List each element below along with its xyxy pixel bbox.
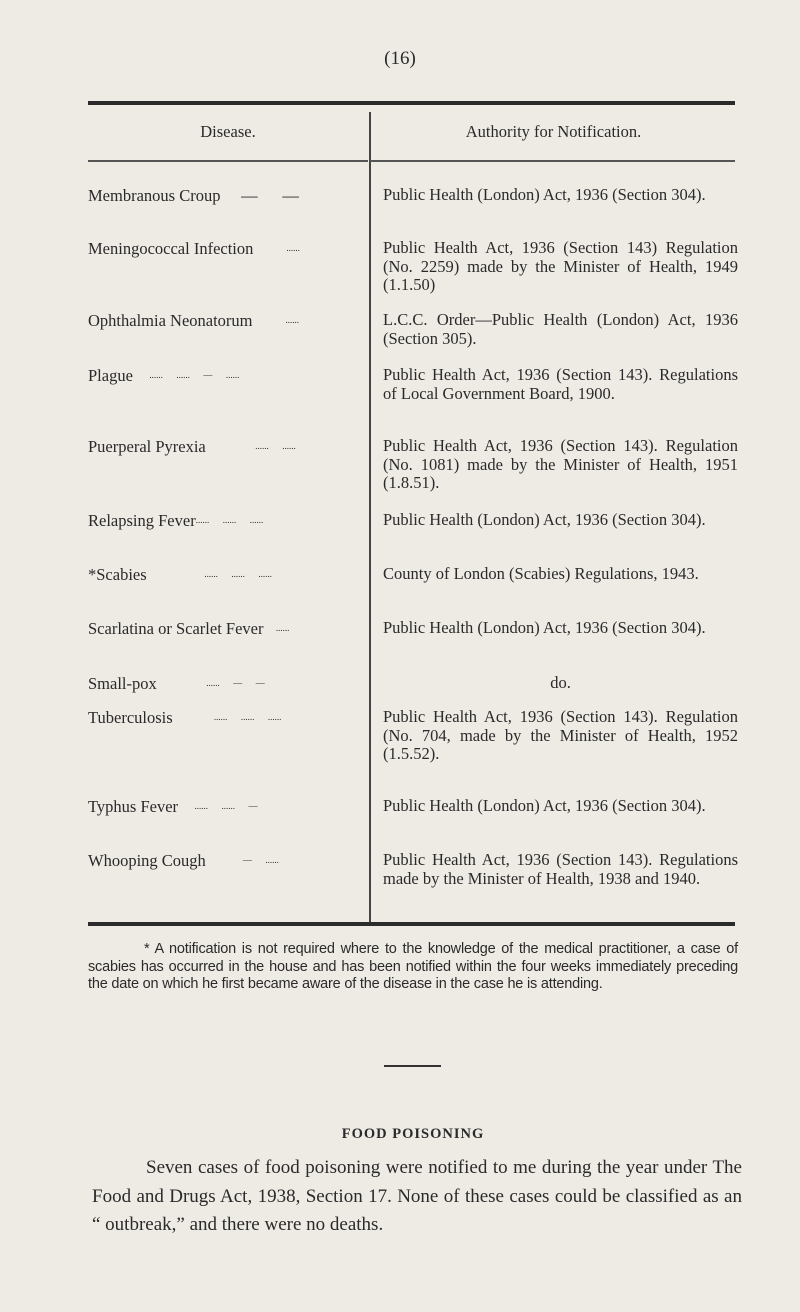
disease-cell bbox=[88, 239, 360, 258]
authority-cell: do. bbox=[550, 673, 571, 692]
header-rule-left bbox=[88, 160, 368, 162]
section-title: FOOD POISONING bbox=[341, 1126, 485, 1142]
disease-name: Relapsing Fever bbox=[88, 511, 196, 530]
dot-leader: ...... — — bbox=[206, 678, 265, 688]
section-body: Seven cases of food poisoning were notified to me during the year under The Food and Drugs Act, 1938, Section 17. None of these cases could be classified as an “ outbreak,” and there were no deaths. bbox=[92, 1157, 742, 1235]
disease-cell bbox=[88, 311, 360, 330]
dot-leader: ...... ...... — ...... bbox=[149, 370, 240, 380]
authority-cell: Public Health (London) Act, 1936 (Section 304). bbox=[383, 510, 706, 529]
disease-name: Ophthalmia Neonatorum bbox=[88, 311, 253, 330]
dot-leader: ...... bbox=[285, 315, 300, 325]
authority-cell: Public Health Act, 1936 (Section 143). Regulation (No. 704, made by the Minister of Health, 1952 (1.5.52). bbox=[383, 707, 738, 763]
disease-name: Membranous Croup bbox=[88, 186, 221, 205]
dot-leader: ...... ...... ...... bbox=[204, 569, 272, 579]
page-number: (16) bbox=[384, 48, 416, 69]
dot-leader: ...... ...... — bbox=[194, 801, 258, 811]
disease-cell bbox=[88, 797, 360, 816]
disease-cell bbox=[88, 565, 360, 584]
disease-name: Whooping Cough bbox=[88, 851, 206, 870]
disease-name: Tuberculosis bbox=[88, 708, 173, 727]
dot-leader: — ...... bbox=[242, 855, 279, 865]
disease-name: Plague bbox=[88, 366, 133, 385]
dot-leader: ...... ...... ...... bbox=[195, 515, 264, 525]
disease-cell bbox=[88, 437, 360, 456]
dot-leader: — — bbox=[241, 186, 299, 205]
table-top-rule bbox=[88, 101, 735, 105]
footnote: * A notification is not required where to the knowledge of the medical practitioner, a case of scabies has occurred in the house and has been notified within the four weeks immediately preceding the date on which he first became aware of the disease in the case he is attending. bbox=[88, 941, 738, 992]
table-bottom-rule bbox=[88, 922, 735, 926]
disease-cell bbox=[88, 619, 360, 638]
disease-cell bbox=[88, 186, 360, 205]
disease-name: Puerperal Pyrexia bbox=[88, 437, 206, 456]
dot-leader: ...... bbox=[286, 243, 300, 253]
authority-cell: Public Health Act, 1936 (Section 143). Regulations made by the Minister of Health, 1938 and 1940. bbox=[383, 850, 738, 888]
authority-cell: Public Health (London) Act, 1936 (Section 304). bbox=[383, 796, 706, 815]
authority-cell: Public Health Act, 1936 (Section 143). Regulation (No. 1081) made by the Minister of Health, 1951 (1.8.51). bbox=[383, 436, 738, 492]
disease-name: *Scabies bbox=[88, 565, 147, 584]
section-divider bbox=[384, 1065, 441, 1067]
dot-leader: ...... ...... bbox=[255, 441, 296, 451]
disease-name: Small-pox bbox=[88, 674, 157, 693]
authority-cell: Public Health (London) Act, 1936 (Section 304). bbox=[383, 618, 706, 637]
disease-cell bbox=[88, 366, 360, 385]
header-rule-right bbox=[370, 160, 735, 162]
disease-name: Meningococcal Infection bbox=[88, 239, 254, 258]
disease-cell bbox=[88, 708, 360, 727]
disease-cell bbox=[88, 511, 360, 530]
authority-cell: County of London (Scabies) Regulations, 1943. bbox=[383, 564, 699, 583]
authority-cell: Public Health Act, 1936 (Section 143). Regulations of Local Government Board, 1900. bbox=[383, 365, 738, 403]
authority-cell: L.C.C. Order—Public Health (London) Act, 1936 (Section 305). bbox=[383, 310, 738, 348]
disease-cell bbox=[88, 674, 360, 693]
disease-name: Typhus Fever bbox=[88, 797, 179, 816]
authority-cell: Public Health (London) Act, 1936 (Section 304). bbox=[383, 185, 706, 204]
dot-leader: ...... bbox=[275, 623, 290, 633]
dot-leader: ...... ...... ...... bbox=[213, 712, 282, 722]
disease-name: Scarlatina or Scarlet Fever bbox=[88, 619, 264, 638]
column-separator bbox=[369, 112, 371, 922]
header-disease: Disease. bbox=[200, 122, 256, 141]
authority-cell: Public Health Act, 1936 (Section 143) Regulation (No. 2259) made by the Minister of Health, 1949 (1.1.50) bbox=[383, 238, 738, 294]
header-authority: Authority for Notification. bbox=[465, 122, 642, 141]
disease-cell bbox=[88, 851, 360, 870]
